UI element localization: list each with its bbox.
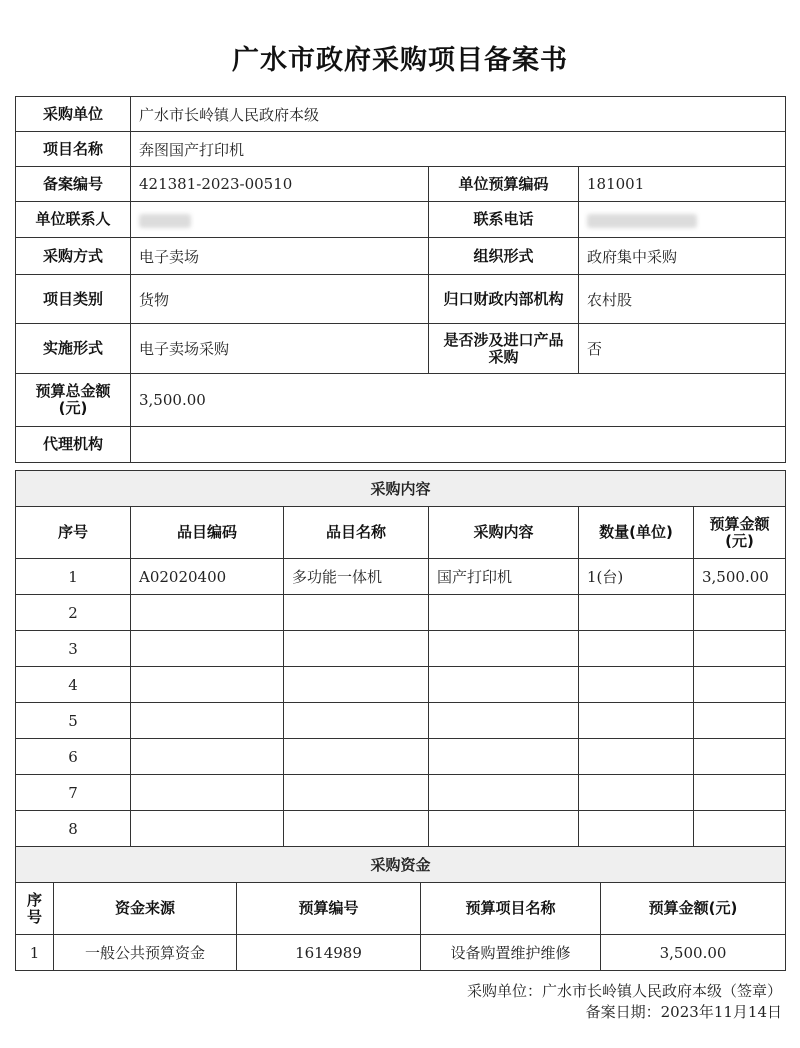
funds-table bbox=[15, 846, 786, 971]
budget-code-value: 181001 bbox=[579, 167, 786, 202]
row-item-code bbox=[131, 631, 284, 667]
row-item-name bbox=[284, 631, 429, 667]
row-project-name bbox=[16, 132, 786, 167]
row-quantity bbox=[579, 775, 694, 811]
finance-dept-value: 农村股 bbox=[579, 275, 786, 324]
funds-header-source: 资金来源 bbox=[54, 883, 237, 935]
row-item-code bbox=[131, 667, 284, 703]
col-header-quantity: 数量(单位) bbox=[579, 507, 694, 559]
row-no: 2 bbox=[16, 595, 131, 631]
row-amount bbox=[694, 811, 786, 847]
table-row bbox=[16, 595, 786, 631]
row-item-code: A02020400 bbox=[131, 559, 284, 595]
col-header-content: 采购内容 bbox=[429, 507, 579, 559]
funds-header-row bbox=[16, 883, 786, 935]
table-row bbox=[16, 811, 786, 847]
table-row bbox=[16, 703, 786, 739]
content-section-title: 采购内容 bbox=[16, 471, 786, 507]
table-row bbox=[16, 935, 786, 971]
agency-label: 代理机构 bbox=[16, 427, 131, 463]
row-item-code bbox=[131, 775, 284, 811]
row-quantity bbox=[579, 811, 694, 847]
row-amount: 3,500.00 bbox=[694, 559, 786, 595]
row-amount bbox=[694, 595, 786, 631]
row-content bbox=[429, 811, 579, 847]
funds-row-no: 1 bbox=[16, 935, 54, 971]
category-label: 项目类别 bbox=[16, 275, 131, 324]
content-rows bbox=[16, 559, 786, 847]
row-quantity bbox=[579, 631, 694, 667]
org-form-value: 政府集中采购 bbox=[579, 238, 786, 275]
row-content bbox=[429, 667, 579, 703]
contact-value bbox=[131, 202, 429, 238]
budget-total-value: 3,500.00 bbox=[131, 374, 786, 427]
filing-no-value: 421381-2023-00510 bbox=[131, 167, 429, 202]
funds-header-budget-no: 预算编号 bbox=[237, 883, 421, 935]
phone-value bbox=[579, 202, 786, 238]
info-table bbox=[15, 96, 786, 463]
table-row bbox=[16, 667, 786, 703]
row-agency bbox=[16, 427, 786, 463]
phone-label: 联系电话 bbox=[429, 202, 579, 238]
budget-code-label: 单位预算编码 bbox=[429, 167, 579, 202]
row-quantity bbox=[579, 703, 694, 739]
row-item-code bbox=[131, 739, 284, 775]
row-no: 5 bbox=[16, 703, 131, 739]
row-item-name bbox=[284, 667, 429, 703]
row-filing-no bbox=[16, 167, 786, 202]
row-content bbox=[429, 739, 579, 775]
category-value: 货物 bbox=[131, 275, 429, 324]
budget-total-label: 预算总金额(元) bbox=[16, 374, 131, 427]
row-no: 4 bbox=[16, 667, 131, 703]
filing-no-label: 备案编号 bbox=[16, 167, 131, 202]
row-no: 1 bbox=[16, 559, 131, 595]
purchaser-label: 采购单位 bbox=[16, 97, 131, 132]
row-amount bbox=[694, 667, 786, 703]
row-item-code bbox=[131, 811, 284, 847]
col-header-amount: 预算金额(元) bbox=[694, 507, 786, 559]
row-content bbox=[429, 703, 579, 739]
content-header-row bbox=[16, 507, 786, 559]
row-category bbox=[16, 275, 786, 324]
row-item-name bbox=[284, 775, 429, 811]
row-item-name bbox=[284, 739, 429, 775]
row-content bbox=[429, 595, 579, 631]
row-method bbox=[16, 238, 786, 275]
row-quantity bbox=[579, 667, 694, 703]
method-label: 采购方式 bbox=[16, 238, 131, 275]
funds-section-title: 采购资金 bbox=[16, 847, 786, 883]
implementation-label: 实施形式 bbox=[16, 324, 131, 374]
row-item-name bbox=[284, 811, 429, 847]
table-row bbox=[16, 631, 786, 667]
row-contact bbox=[16, 202, 786, 238]
row-budget-total bbox=[16, 374, 786, 427]
method-value: 电子卖场 bbox=[131, 238, 429, 275]
agency-value bbox=[131, 427, 786, 463]
col-header-item-name: 品目名称 bbox=[284, 507, 429, 559]
row-item-name: 多功能一体机 bbox=[284, 559, 429, 595]
signature-block bbox=[467, 981, 782, 1023]
redacted-contact bbox=[139, 214, 191, 228]
row-amount bbox=[694, 631, 786, 667]
col-header-item-code: 品目编码 bbox=[131, 507, 284, 559]
row-content bbox=[429, 631, 579, 667]
row-item-name bbox=[284, 703, 429, 739]
row-item-name bbox=[284, 595, 429, 631]
funds-row-project: 设备购置维护维修 bbox=[421, 935, 601, 971]
col-header-no: 序号 bbox=[16, 507, 131, 559]
funds-header-amount: 预算金额(元) bbox=[601, 883, 786, 935]
row-no: 8 bbox=[16, 811, 131, 847]
row-quantity: 1(台) bbox=[579, 559, 694, 595]
funds-row-amount: 3,500.00 bbox=[601, 935, 786, 971]
row-amount bbox=[694, 739, 786, 775]
purchaser-value: 广水市长岭镇人民政府本级 bbox=[131, 97, 786, 132]
table-row bbox=[16, 775, 786, 811]
org-form-label: 组织形式 bbox=[429, 238, 579, 275]
filing-date: 备案日期：2023年11月14日 bbox=[585, 1003, 782, 1021]
funds-row-budget-no: 1614989 bbox=[237, 935, 421, 971]
table-row bbox=[16, 559, 786, 595]
funds-header-no: 序号 bbox=[16, 883, 54, 935]
row-implementation bbox=[16, 324, 786, 374]
row-no: 7 bbox=[16, 775, 131, 811]
row-amount bbox=[694, 775, 786, 811]
document-title: 广水市政府采购项目备案书 bbox=[232, 45, 568, 76]
table-row bbox=[16, 739, 786, 775]
row-item-code bbox=[131, 703, 284, 739]
row-quantity bbox=[579, 595, 694, 631]
finance-dept-label: 归口财政内部机构 bbox=[429, 275, 579, 324]
row-amount bbox=[694, 703, 786, 739]
row-purchaser bbox=[16, 97, 786, 132]
row-no: 6 bbox=[16, 739, 131, 775]
seal-line: 采购单位：广水市长岭镇人民政府本级（签章） bbox=[466, 982, 782, 1000]
project-name-label: 项目名称 bbox=[16, 132, 131, 167]
row-content: 国产打印机 bbox=[429, 559, 579, 595]
implementation-value: 电子卖场采购 bbox=[131, 324, 429, 374]
content-table bbox=[15, 470, 786, 847]
row-content bbox=[429, 775, 579, 811]
funds-row-source: 一般公共预算资金 bbox=[54, 935, 237, 971]
row-item-code bbox=[131, 595, 284, 631]
import-label: 是否涉及进口产品采购 bbox=[429, 324, 579, 374]
import-value: 否 bbox=[579, 324, 786, 374]
row-quantity bbox=[579, 739, 694, 775]
redacted-phone bbox=[587, 214, 697, 228]
row-no: 3 bbox=[16, 631, 131, 667]
contact-label: 单位联系人 bbox=[16, 202, 131, 238]
funds-header-project: 预算项目名称 bbox=[421, 883, 601, 935]
project-name-value: 奔图国产打印机 bbox=[131, 132, 786, 167]
